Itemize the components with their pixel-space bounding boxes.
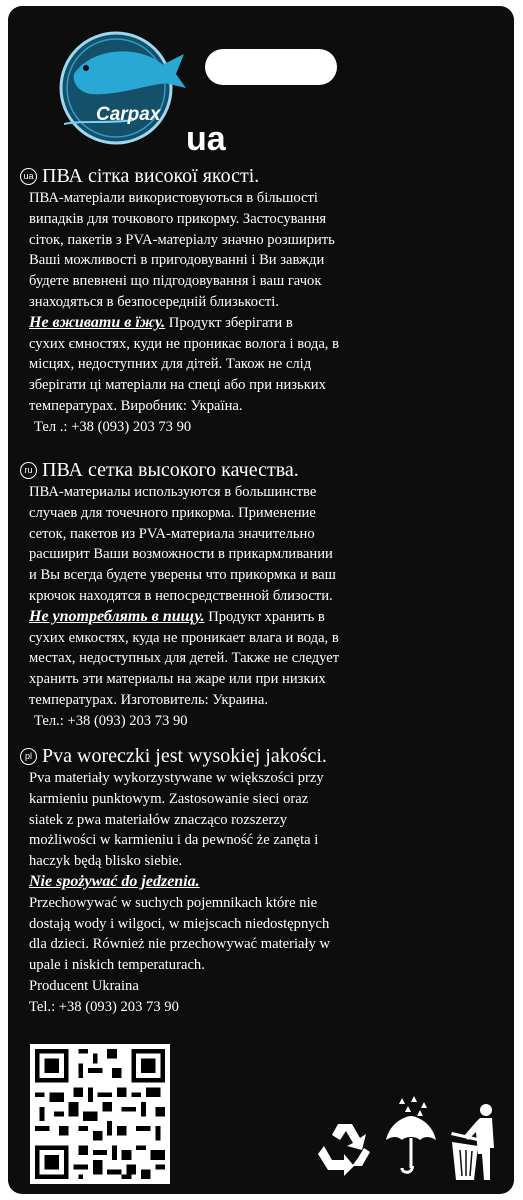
section-title: ПВА сетка высокого качества. <box>42 459 299 481</box>
contact-phone: Тел.: +38 (093) 203 73 90 <box>34 712 188 729</box>
lang-badge: ua <box>20 168 37 185</box>
keep-dry-umbrella-icon <box>384 1094 438 1180</box>
qr-code-icon <box>30 1044 170 1184</box>
warning-text: Nie spożywać do jedzenia. <box>29 872 200 890</box>
contact-phone: Tel.: +38 (093) 203 73 90 <box>29 998 179 1015</box>
storage-block <box>20 607 510 711</box>
package-card <box>8 6 514 1194</box>
warning-text: Не вживати в їжу. <box>29 313 166 331</box>
section-body: ПВА-материалы используются в большинстве случаев для точечного прикорма. Применение сеток, пакетов из PVA-материала значительно расширит Ваши возможности в прикармливании и Вы всегда будете уверены что прикормка и ваш крючок находятся в непосредственной близости. <box>29 484 336 604</box>
carpax-logo <box>44 24 194 149</box>
locale-mark-text: ua <box>186 120 226 156</box>
section-title-row <box>20 744 510 768</box>
section-title-row <box>20 458 510 482</box>
section-body: Pva materiały wykorzystywane w większości przy karmieniu punktowym. Zastosowanie sieci oraz siatek z pwa materiałów znacząco rozszerzy możliwości w karmieniu i da pewność że zanęta i haczyk będą blisko siebie. <box>29 770 324 870</box>
contact-phone: Тел .: +38 (093) 203 73 90 <box>34 418 192 435</box>
lang-badge: ru <box>20 462 37 479</box>
brand-name: Carpax <box>96 104 161 125</box>
storage-text: Przechowywać w suchych pojemnikach które nie dostają wody i wilgoci, w miejscach niedostępnych dla dzieci. Również nie przechowywać materiały w upale i niskich temperaturach. Producent Ukraina <box>29 894 331 994</box>
section-ua <box>20 164 510 438</box>
section-body: ПВА-матеріали використовуються в більшості випадків для точкового прикорму. Застосування сіток, пакетів з PVA-матеріалу значно розширить Ваші можливості в пригодовуванні і Ви завжди будете впевнені що підгодовування і ваш гачок знаходяться в безпосередній близькості. <box>29 190 335 310</box>
lang-badge: pl <box>20 748 37 765</box>
section-title: ПВА сітка високої якості. <box>42 165 260 187</box>
dispose-in-bin-icon <box>444 1102 502 1182</box>
storage-text: Продукт хранить в сухих емкостях, куда не проникает влага и вода, в местах, недоступных для детей. Также не следует хранить эти материалы на жаре или при низких температурах. Изготовитель: Украина. <box>29 608 340 708</box>
recycle-icon <box>314 1118 376 1178</box>
storage-text: Продукт зберігати в сухих ємностях, куди не проникає волога і вода, в місцях, недоступних для дітей. Також не слід зберігати ці матеріали на спеці або при низьких температурах. Виробник: Україна. <box>29 314 339 414</box>
warning-text: Не употреблять в пищу. <box>29 607 205 625</box>
locale-mark <box>184 118 240 156</box>
hang-hole <box>205 49 337 85</box>
storage-block <box>20 313 510 417</box>
warning-line <box>20 872 510 893</box>
section-pl <box>20 744 510 1018</box>
section-ru <box>20 458 510 732</box>
section-title: Pva woreczki jest wysokiej jakości. <box>42 745 327 767</box>
section-title-row <box>20 164 510 188</box>
